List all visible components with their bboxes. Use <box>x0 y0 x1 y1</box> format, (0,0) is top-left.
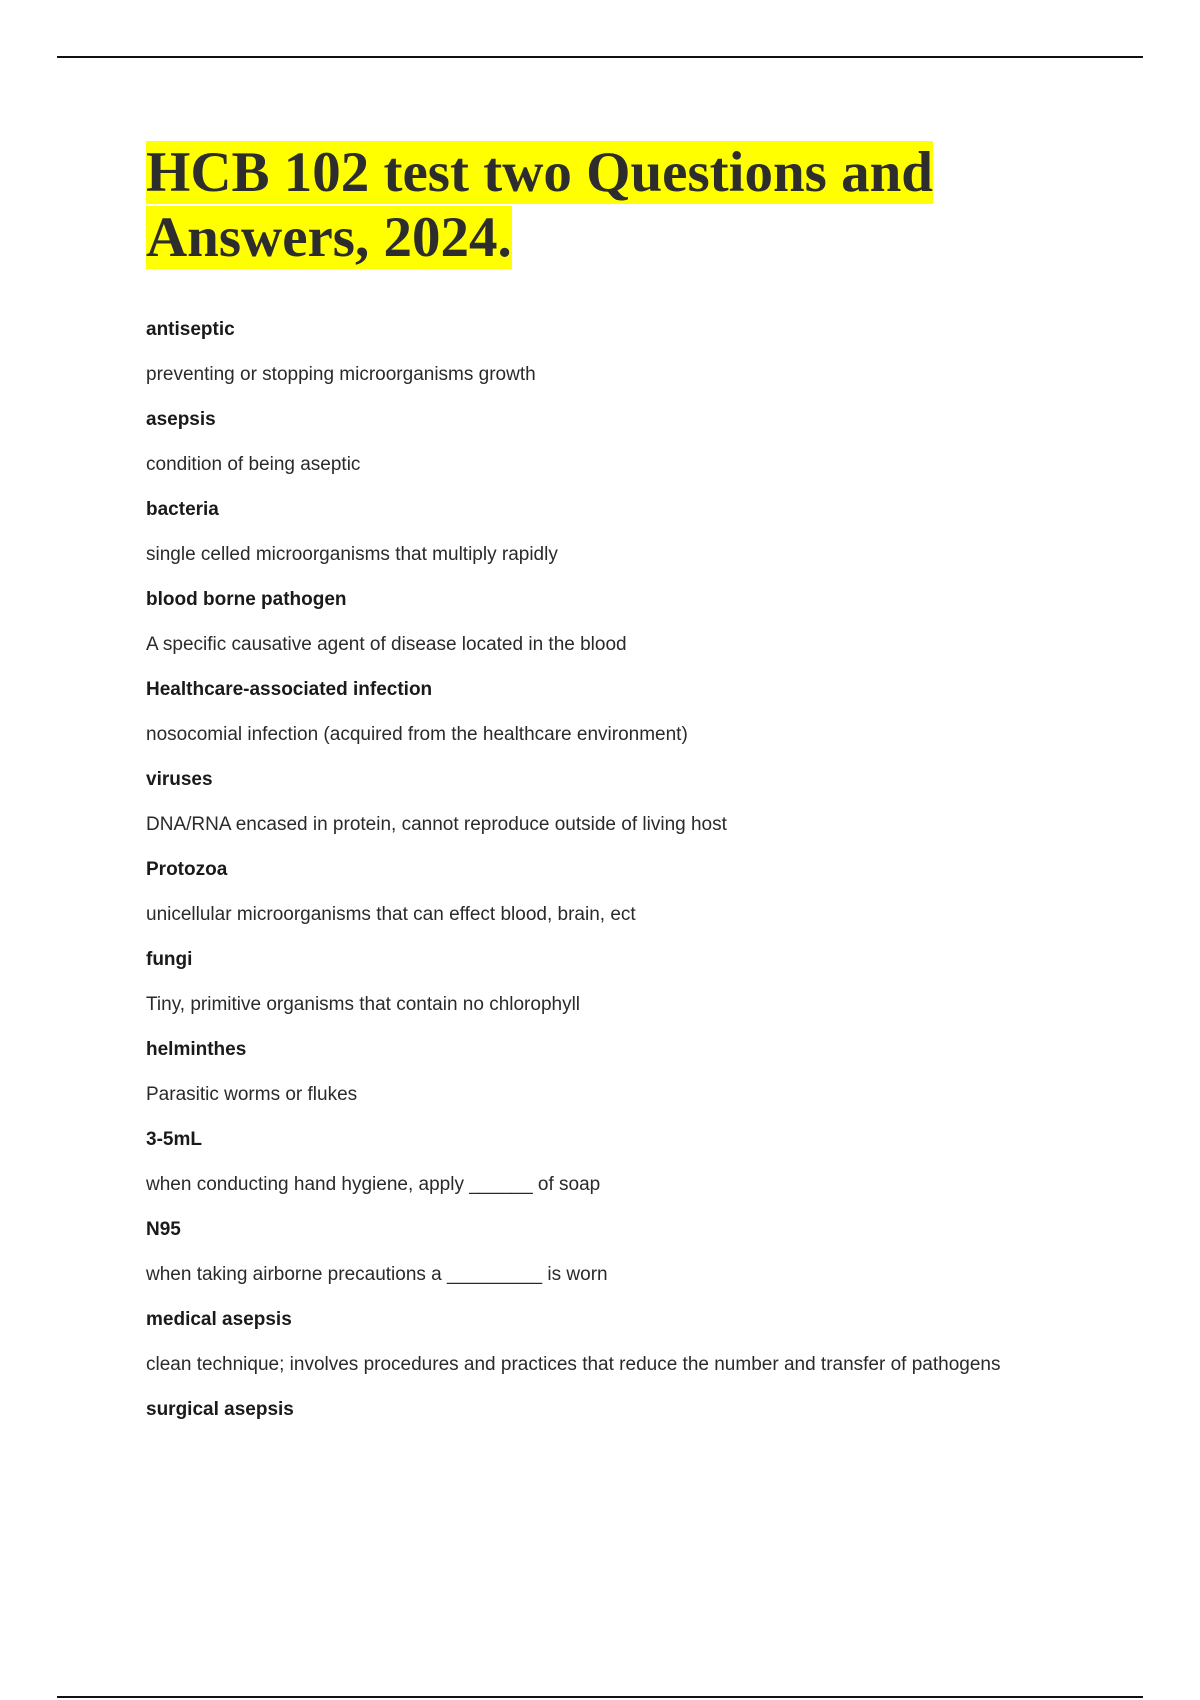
qa-list <box>146 318 1086 1422</box>
definition-blood-borne-pathogen: A specific causative agent of disease located in the blood <box>146 634 627 655</box>
term-antiseptic: antiseptic <box>146 319 235 340</box>
term-asepsis: asepsis <box>146 409 216 430</box>
definition-asepsis: condition of being aseptic <box>146 454 361 475</box>
definition-healthcare-associated-infection: nosocomial infection (acquired from the healthcare environment) <box>146 724 688 745</box>
document-body <box>146 140 1086 1443</box>
footer-rule <box>57 1696 1143 1698</box>
definition-n95: when taking airborne precautions a _________ is worn <box>146 1264 608 1285</box>
title-highlight <box>146 141 933 269</box>
term-fungi: fungi <box>146 949 193 970</box>
term-3-5ml: 3-5mL <box>146 1129 202 1150</box>
definition-bacteria: single celled microorganisms that multiply rapidly <box>146 544 558 565</box>
term-protozoa: Protozoa <box>146 859 228 880</box>
definition-fungi: Tiny, primitive organisms that contain no chlorophyll <box>146 994 581 1015</box>
definition-3-5ml: when conducting hand hygiene, apply ______ of soap <box>146 1174 601 1195</box>
term-blood-borne-pathogen: blood borne pathogen <box>146 589 347 610</box>
document-title <box>146 140 1086 270</box>
definition-protozoa: unicellular microorganisms that can effect blood, brain, ect <box>146 904 636 925</box>
term-medical-asepsis: medical asepsis <box>146 1309 292 1330</box>
definition-viruses: DNA/RNA encased in protein, cannot reproduce outside of living host <box>146 814 727 835</box>
header-rule <box>57 56 1143 58</box>
term-helminthes: helminthes <box>146 1039 247 1060</box>
title-line-2: Answers, 2024. <box>146 206 512 269</box>
title-line-1: HCB 102 test two Questions and <box>146 141 933 204</box>
definition-antiseptic: preventing or stopping microorganisms growth <box>146 364 536 385</box>
definition-medical-asepsis: clean technique; involves procedures and practices that reduce the number and transfer of pathogens <box>146 1354 1001 1375</box>
term-bacteria: bacteria <box>146 499 219 520</box>
definition-helminthes: Parasitic worms or flukes <box>146 1084 358 1105</box>
term-viruses: viruses <box>146 769 213 790</box>
term-surgical-asepsis: surgical asepsis <box>146 1399 294 1420</box>
term-healthcare-associated-infection: Healthcare-associated infection <box>146 679 433 700</box>
term-n95: N95 <box>146 1219 181 1240</box>
